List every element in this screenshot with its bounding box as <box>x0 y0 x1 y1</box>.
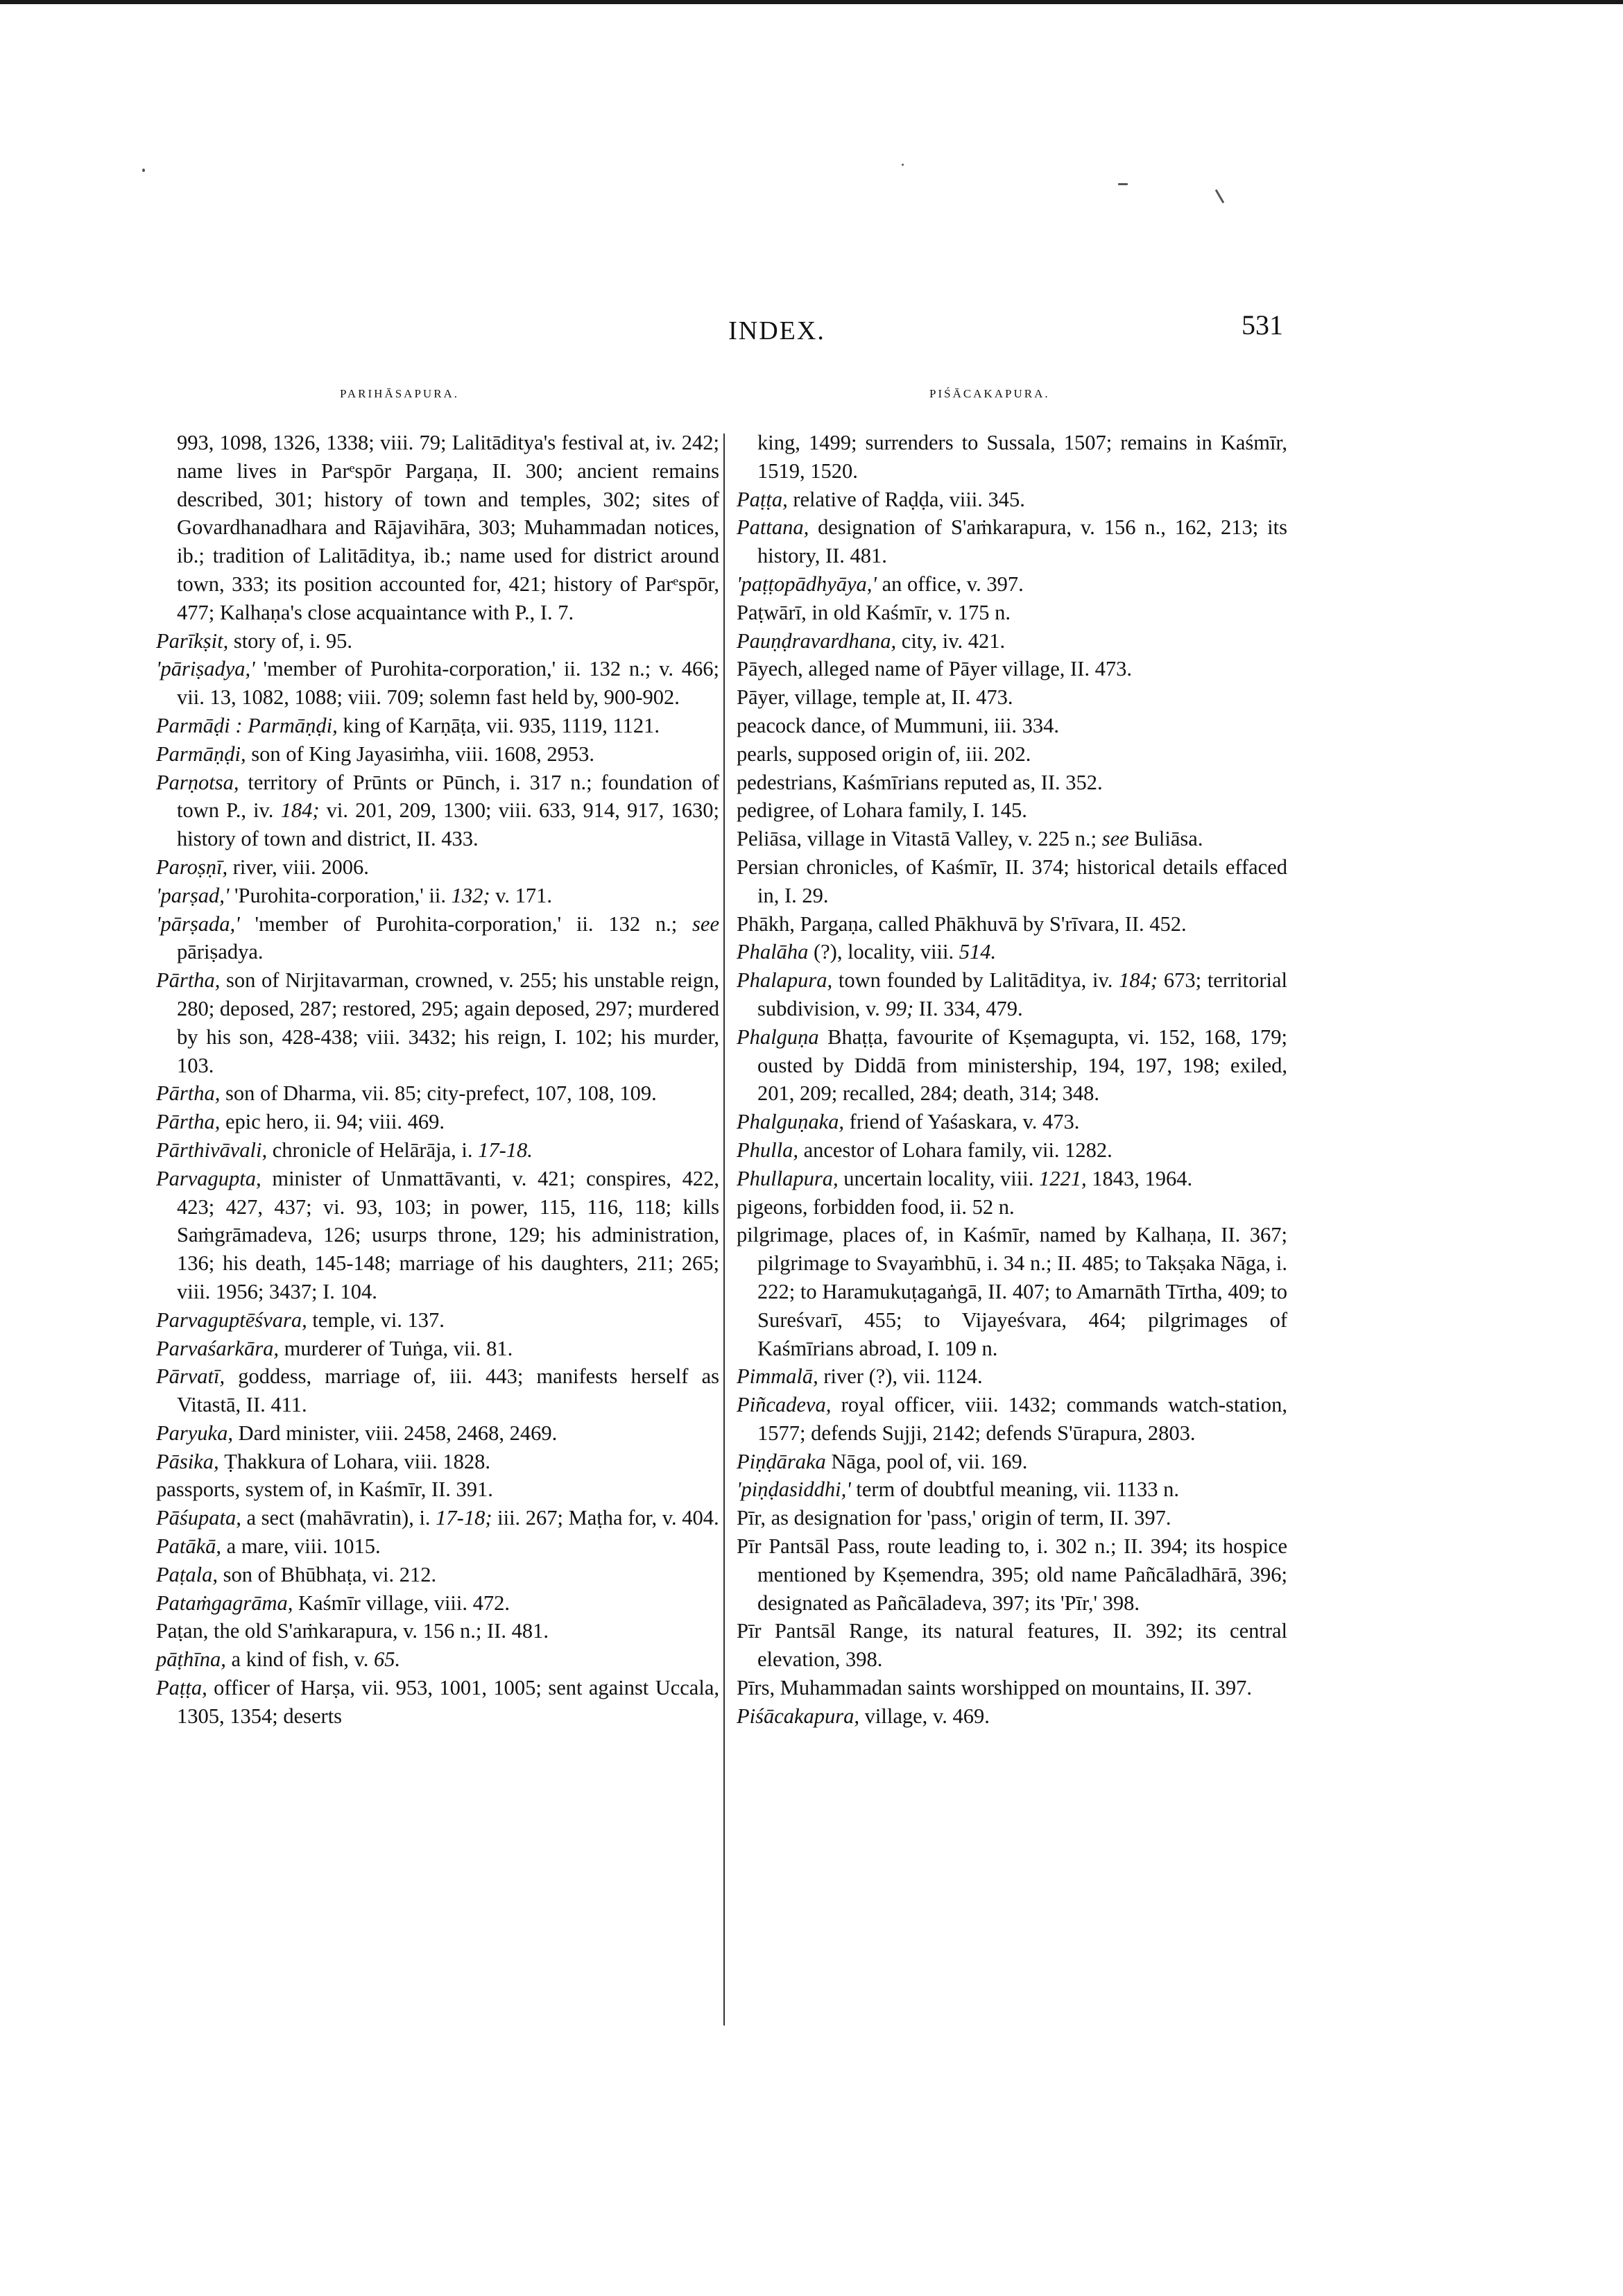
index-entry: Parvaguptēśvara, temple, vi. 137. <box>156 1308 445 1332</box>
index-entry: Piṇḍāraka Nāga, pool of, vii. 169. <box>737 1449 1028 1473</box>
left-column-head: PARIHĀSAPURA. <box>340 387 460 400</box>
index-entry: Pīrs, Muhammadan saints worshipped on mountains, II. 397. <box>737 1676 1252 1700</box>
index-entry: Paṭṭa, officer of Harṣa, vii. 953, 1001, 1005; sent against Uccala, 1305, 1354; deserts <box>156 1676 719 1728</box>
index-entry: Pārthivāvali, chronicle of Helārāja, i. 17-18. <box>156 1138 533 1162</box>
index-entry: Pīr, as designation for 'pass,' origin of term, II. 397. <box>737 1506 1171 1530</box>
index-entry: Pataṁgagrāma, Kaśmīr village, viii. 472. <box>156 1591 510 1615</box>
index-entry: Phalapura, town founded by Lalitāditya, iv. 184; 673; territorial subdivision, v. 99; II. 334, 479. <box>737 968 1287 1020</box>
index-entry: Pāśupata, a sect (mahāvratin), i. 17-18; iii. 267; Maṭha for, v. 404. <box>156 1506 719 1530</box>
index-entry: Pauṇḍravardhana, city, iv. 421. <box>737 628 1006 653</box>
index-entry: pedigree, of Lohara family, I. 145. <box>737 798 1027 823</box>
index-entry: passports, system of, in Kaśmīr, II. 391. <box>156 1477 493 1502</box>
index-entry: Parīkṣit, story of, i. 95. <box>156 628 352 653</box>
index-entry: pigeons, forbidden food, ii. 52 n. <box>737 1194 1015 1219</box>
index-entry: Pārtha, epic hero, ii. 94; viii. 469. <box>156 1110 445 1134</box>
index-entry: Phākh, Pargaṇa, called Phākhuvā by S'rīvara, II. 452. <box>737 911 1187 936</box>
index-entry: Pāyer, village, temple at, II. 473. <box>737 685 1013 710</box>
index-entry: Paroṣṇī, river, viii. 2006. <box>156 855 369 879</box>
index-entry: Paryuka, Dard minister, viii. 2458, 2468, 2469. <box>156 1421 558 1445</box>
index-entry: Pimmalā, river (?), vii. 1124. <box>737 1364 983 1389</box>
index-entry: Pārtha, son of Dharma, vii. 85; city-prefect, 107, 108, 109. <box>156 1081 657 1106</box>
index-entry: Phalguṇaka, friend of Yaśaskara, v. 473. <box>737 1110 1080 1134</box>
index-entry: king, 1499; surrenders to Sussala, 1507; remains in Kaśmīr, 1519, 1520. <box>757 431 1287 483</box>
index-entry: Parmāḍi : Parmāṇḍi, king of Karṇāṭa, vii. 935, 1119, 1121. <box>156 713 660 737</box>
index-entry: Pārvatī, goddess, marriage of, iii. 443; manifests herself as Vitastā, II. 411. <box>156 1364 719 1417</box>
index-entry: Parvagupta, minister of Unmattāvanti, v. 421; conspires, 422, 423; 427, 437; vi. 93, 103; in power, 115, 116, 118; kills Saṁgrāmadeva, 126; usurps throne, 129; his administration, 136; his death, 145-148; marriage of his daughters, 211; 265; viii. 1956; 3437; I. 104. <box>156 1166 719 1303</box>
right-column-head: PIŚĀCAKAPURA. <box>929 387 1050 400</box>
index-entry: Pāsika, Ṭhakkura of Lohara, viii. 1828. <box>156 1449 490 1473</box>
index-entry: Pāyech, alleged name of Pāyer village, II. 473. <box>737 657 1132 681</box>
index-entry: Paṭwārī, in old Kaśmīr, v. 175 n. <box>737 600 1011 624</box>
running-title: INDEX. <box>728 316 825 345</box>
index-entry: Piśācakapura, village, v. 469. <box>737 1704 990 1728</box>
index-entry: Parmāṇḍi, son of King Jayasiṁha, viii. 1608, 2953. <box>156 742 594 766</box>
index-entry: 'pāriṣadya,' 'member of Purohita-corporation,' ii. 132 n.; v. 466; vii. 13, 1082, 1088; viii. 709; solemn fast held by, 900-902. <box>156 657 719 710</box>
scan-speck <box>1118 183 1128 185</box>
index-entry: pilgrimage, places of, in Kaśmīr, named by Kalhaṇa, II. 367; pilgrimage to Svayaṁbhū, i. 34 n.; II. 485; to Takṣaka Nāga, i. 222; to Haramukuṭagaṅgā, II. 407; to Amarnāth Tīrtha, 409; to Sureśvarī, 455; to Vijayeśvara, 464; pilgrimages of Kaśmīrians abroad, I. 109 n. <box>737 1223 1287 1360</box>
index-entry: pedestrians, Kaśmīrians reputed as, II. 352. <box>737 770 1103 794</box>
index-entry: Piñcadeva, royal officer, viii. 1432; commands watch-station, 1577; defends Sujji, 2142; defends S'ūrapura, 2803. <box>737 1393 1287 1445</box>
index-entry: Peliāsa, village in Vitastā Valley, v. 225 n.; see Buliāsa. <box>737 827 1203 851</box>
index-entry: Phalāha (?), locality, viii. 514. <box>737 940 997 964</box>
index-entry: pāṭhīna, a kind of fish, v. 65. <box>156 1647 401 1672</box>
index-entry: Phullapura, uncertain locality, viii. 1221, 1843, 1964. <box>737 1166 1193 1190</box>
top-edge-rule <box>0 0 1623 4</box>
index-entry: Pattana, designation of S'aṁkarapura, v. 156 n., 162, 213; its history, II. 481. <box>737 515 1287 568</box>
index-entry: pearls, supposed origin of, iii. 202. <box>737 742 1031 766</box>
index-entry: Paṭan, the old S'aṁkarapura, v. 156 n.; II. 481. <box>156 1619 549 1643</box>
index-entry: Pīr Pantsāl Range, its natural features, II. 392; its central elevation, 398. <box>737 1619 1287 1672</box>
index-entry: Parvaśarkāra, murderer of Tuṅga, vii. 81. <box>156 1336 513 1360</box>
index-entry: 'piṇḍasiddhi,' term of doubtful meaning, vii. 1133 n. <box>737 1477 1179 1502</box>
index-entry: Phulla, ancestor of Lohara family, vii. 1282. <box>737 1138 1113 1162</box>
index-entry: 'parṣad,' 'Purohita-corporation,' ii. 132; v. 171. <box>156 883 553 907</box>
index-entry: Persian chronicles, of Kaśmīr, II. 374; historical details effaced in, I. 29. <box>737 855 1287 907</box>
scan-speck <box>142 169 145 172</box>
index-entry: Paṭṭa, relative of Raḍḍa, viii. 345. <box>737 487 1025 511</box>
index-entry: Paṭala, son of Bhūbhaṭa, vi. 212. <box>156 1562 437 1586</box>
index-entry: 'pārṣada,' 'member of Purohita-corporation,' ii. 132 n.; see pāriṣadya. <box>156 911 719 964</box>
index-entry: Pīr Pantsāl Pass, route leading to, i. 302 n.; II. 394; its hospice mentioned by Kṣemendra, 395; old name Pañcāladhārā, 396; designated as Pañcāladeva, 397; its 'Pīr,' 398. <box>737 1534 1287 1615</box>
page-number: 531 <box>1242 309 1283 341</box>
index-entry: Pārtha, son of Nirjitavarman, crowned, v. 255; his unstable reign, 280; deposed, 287; restored, 295; again deposed, 297; murdered by his son, 428-438; viii. 3432; his reign, I. 102; his murder, 103. <box>156 968 719 1077</box>
scan-speck <box>1215 189 1225 204</box>
scan-speck <box>902 164 904 166</box>
index-entry: 'paṭṭopādhyāya,' an office, v. 397. <box>737 572 1024 596</box>
left-column <box>156 429 719 1731</box>
index-entry: Patākā, a mare, viii. 1015. <box>156 1534 381 1559</box>
index-entry: 993, 1098, 1326, 1338; viii. 79; Lalitāditya's festival at, iv. 242; name lives in Parᵉspōr Pargaṇa, II. 300; ancient remains described, 301; history of town and temples, 302; sites of Govardhanadhara and Rājavihāra, 303; Muhammadan notices, ib.; tradition of Lalitāditya, ib.; name used for district around town, 333; its position accounted for, 421; history of Parᵉspōr, 477; Kalhaṇa's close acquaintance with P., I. 7. <box>177 431 719 624</box>
index-entry: peacock dance, of Mummuni, iii. 334. <box>737 713 1060 737</box>
column-divider <box>723 434 725 2025</box>
index-entry: Phalguṇa Bhaṭṭa, favourite of Kṣemagupta, vi. 152, 168, 179; ousted by Diddā from ministership, 194, 197, 198; exiled, 201, 209; recalled, 284; death, 314; 348. <box>737 1025 1287 1106</box>
index-entry: Parṇotsa, territory of Prūnts or Pūnch, i. 317 n.; foundation of town P., iv. 184; vi. 201, 209, 1300; viii. 633, 914, 917, 1630; history of town and district, II. 433. <box>156 770 720 851</box>
right-column <box>737 429 1287 1731</box>
